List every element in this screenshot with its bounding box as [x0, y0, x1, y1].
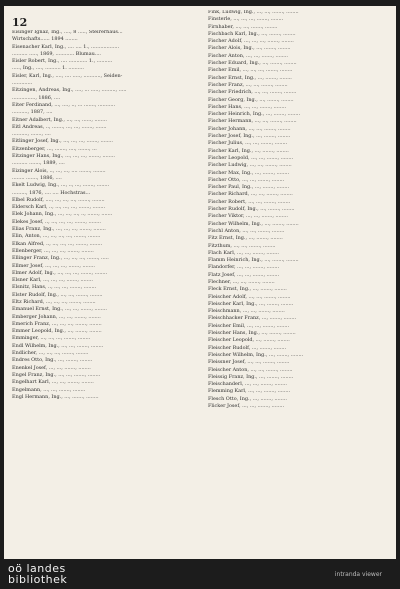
directory-entry: Elbel Rudolf, ...., ..., ..., ..., ......., ........: [12, 196, 105, 203]
directory-entry: Flandorfer, ..., ..., ......., ........: [208, 264, 280, 271]
directory-entry: ........ ......., 1886, ....: [12, 174, 62, 181]
directory-entry: Eitl Andreas, .., ......., ..., ..., ......., .......: [12, 123, 107, 130]
left-column: [12, 30, 192, 550]
directory-entry: Fischer Richard, ..., ..., ......., ........: [208, 191, 293, 198]
logo-text-line2: bibliothek: [8, 573, 68, 586]
directory-entry: Fleischer Wilhelm, Ing., ..., ......., ........: [208, 351, 304, 358]
directory-entry: Ellinger Franz, Ing., ..., ..., ..., ......., .....: [12, 255, 109, 262]
directory-entry: Elin, Anton, ..., ..., ..., ..., ......., ........: [12, 233, 101, 240]
directory-entry: Flamm Heinrich, Ing., ..., ......., ........: [208, 257, 299, 264]
directory-entry: Fleischer Hans, Ing., ..., ......., ........: [208, 330, 296, 337]
directory-entry: Fischer Hermann, ..., ..., ......., ........: [208, 118, 297, 125]
directory-entry: Fischer Hans, ..., ..., ......., ........: [208, 103, 287, 110]
directory-entry: Flesch Otto, Ing., ..., ......., ........: [208, 395, 287, 402]
logo-text-line1: oö landes: [8, 562, 66, 575]
directory-entry: Fischer Viktor, ..., ..., ......., ........: [208, 213, 288, 220]
directory-entry: Endres Otto, Ing., ..., ......., ........: [12, 357, 93, 364]
directory-entry: Eitzinger Hans, Ing., ..., ..., ..., ......., ........: [12, 153, 115, 160]
directory-entry: Fischer Heinrich, Ing., ..., ......., ........: [208, 111, 300, 118]
directory-entry: .......... ....., 1869, ............ Blumau....: [12, 50, 101, 57]
directory-entry: Fischbach Karl, Ing., ..., ......., ........: [208, 30, 296, 37]
directory-entry: Flatz Josef, ..., ..., ......., ........: [208, 271, 279, 278]
directory-entry: Fischer Julius, ..., ..., ......., ........: [208, 140, 288, 147]
directory-entry: Fleissig Franz, Ing., ..., ......., ........: [208, 373, 294, 380]
directory-entry: ....., Ing., ...., .......... 1. ..........: [12, 65, 84, 72]
directory-entry: .........., ......., ....: [12, 131, 51, 138]
directory-entry: Eitzenberger, ..., ......., ...., ......., ...: [12, 145, 97, 152]
directory-entry: Wirtschafts...... 1894 ........: [12, 36, 78, 43]
directory-entry: Flicker Josef, ..., ..., ......., ........: [208, 403, 285, 410]
directory-entry: Emmer Leopold, Ing., ..., ......., ........: [12, 328, 102, 335]
directory-entry: Engelmann, ..., ..., ......., ........: [12, 386, 86, 393]
directory-entry: Fleischanderl, ..., ..., ......., ........: [208, 381, 287, 388]
directory-entry: Emerich Franz, ..., ..., ..., ......., ........: [12, 320, 102, 327]
directory-entry: Fleck Ernst, Ing., ..., ......., ........: [208, 286, 287, 293]
directory-entry: Fitz Ernst, Ing., ..., ......., ........: [208, 235, 283, 242]
directory-entry: Fischer Georg, Ing., ..., ......., ........: [208, 96, 294, 103]
directory-entry: Fischer Ludwig, ..., ..., ......., ........: [208, 162, 292, 169]
directory-entry: Fischer Wilhelm, Ing., ..., ......., ........: [208, 220, 299, 227]
directory-entry: Elsnitz, Hans, .., ..., ..., ......., ........: [12, 284, 97, 291]
directory-entry: Fischer Leopold, ..., ..., ......., ........: [208, 154, 294, 161]
directory-entry: ..............., 1886, ....: [12, 94, 61, 101]
directory-entry: Emberger Johann, ..., ..., ......., ........: [12, 313, 101, 320]
directory-entry: Engl Hermann, Ing., ..., ......., ........: [12, 393, 99, 400]
directory-entry: Fischer Ernst, Ing., ..., ......., ........: [208, 74, 292, 81]
directory-entry: Flach Karl, ..., ..., ......., ........: [208, 249, 279, 256]
directory-entry: Elias Franz, Ing., ..., ..., ..., ......., ........: [12, 226, 106, 233]
directory-entry: Fischer Robert, ..., ..., ......., ........: [208, 198, 291, 205]
right-column: [208, 10, 388, 554]
directory-entry: Fleischmann, ..., ..., ......., ........: [208, 308, 285, 315]
directory-entry: Eisinger Ignaz, Ing., ...., 8 ....., Steirerhaus...: [12, 30, 123, 35]
directory-entry: Emanuel Ernst, Ing., ..., ..., ......., ........: [12, 306, 107, 313]
directory-entry: Ellmer Josef, ..., ..., ..., ......., ........: [12, 262, 95, 269]
directory-entry: Fischer Johann, ..., ..., ......., ........: [208, 125, 291, 132]
directory-entry: Eitner Adalbert, Ing., ..., ..., ......, ........: [12, 116, 107, 123]
directory-entry: Fleischhacker Franz, ..., ......., ........: [208, 315, 297, 322]
directory-entry: Fischer Otto, ..., ..., ......., ........: [208, 176, 285, 183]
directory-entry: Fleischer Emil, ..., ..., ......., ........: [208, 322, 290, 329]
directory-entry: Fleischer Anton, ..., ..., ......., ........: [208, 366, 293, 373]
directory-entry: Fleischer Leopold, ..., ......., ........: [208, 337, 290, 344]
directory-entry: Elek Johann, Ing., ..., ..., ..., .., ......., .......: [12, 211, 113, 218]
directory-entry: Flemming Karl, ..., ..., ......., ........: [208, 388, 291, 395]
directory-entry: Eiter Ferdinand, ..., ...., .., ... ......., ...........: [12, 101, 116, 108]
directory-entry: Fleischer Rudolf, ..., ......., ........: [208, 344, 287, 351]
directory-entry: Engelhart Karl, ..., ..., ......., ........: [12, 379, 94, 386]
directory-entry: Elmer Adolf, Ing., ..., ..., ..., ......., ........: [12, 269, 108, 276]
directory-entry: Endl Wilhelm, Ing., ..., ..., ......., ........: [12, 342, 104, 349]
directory-entry: Elkan Alfred, .., ..., ..., ..., ......., ........: [12, 240, 103, 247]
directory-entry: Ellenberger, ..., ..., ..., ......., ........: [12, 247, 94, 254]
directory-entry: Flechner, ..., ..., ......., ........: [208, 278, 275, 285]
page-number: 12: [12, 16, 28, 29]
directory-entry: Fischer Karl, Ing., ..., ......., ........: [208, 147, 289, 154]
directory-entry: ........., 1876, .... .... Hochstras...: [12, 189, 91, 196]
directory-entry: Eizinger Alois, .., ..., ..., .... ......., ........: [12, 167, 106, 174]
directory-entry: .........., 1887, ....: [12, 109, 53, 116]
directory-entry: Fischl Anton, ..., ..., ......., ........: [208, 227, 285, 234]
directory-entry: Fitzthum, ..., ..., ......., ........: [208, 242, 276, 249]
directory-entry: Fleissner Josef, ..., ..., ......., ........: [208, 359, 290, 366]
directory-entry: Eitlinger Josef, Ing., ..., ..., ..., ......., ........: [12, 138, 113, 145]
directory-entry: Ekelt Ludwig, Ing., ..., .., ..., ......., ........: [12, 182, 110, 189]
directory-entry: Fleischer Karl, Ing., ..., ......., ........: [208, 300, 294, 307]
directory-entry: Fischer Alois, Ing., ..., ......., ........: [208, 45, 291, 52]
directory-entry: Eldersch Karl, .., ..., ..., ..., ......., ........: [12, 204, 105, 211]
directory-entry: Fischer Max, Ing., ..., ......., ........: [208, 169, 290, 176]
scanned-page: [4, 6, 396, 559]
viewer-footer: [0, 559, 400, 589]
viewer-brand-label[interactable]: intranda viewer: [334, 571, 382, 578]
directory-entry: Fischer Emil, ..., ..., ..., ......., ........: [208, 67, 293, 74]
directory-entry: Eltz Richard, ..., ..., ..., ......., ........: [12, 298, 96, 305]
directory-entry: Fink, Ludwig, Ing., ..., ..., ......., ........: [208, 10, 299, 15]
directory-entry: Elekes Josef, .., ..., ..., ..., ......., ........: [12, 218, 101, 225]
directory-entry: Fischer Anton, ..., ..., ......., ........: [208, 52, 288, 59]
directory-entry: Eisler Robert, Ing., .... ............ 1., ..........: [12, 58, 113, 65]
directory-entry: Fischer Rudolf, Ing., ..., ......., ........: [208, 206, 295, 213]
directory-entry: Firnhaber, ..., ..., ......., ........: [208, 23, 278, 30]
directory-entry: Fischer Josef, Ing., ..., ......., ........: [208, 133, 291, 140]
directory-entry: Fischer Friedrich, ..., ..., ......., ........: [208, 89, 297, 96]
directory-entry: Eisenacher Karl, Ing., .... .... 1., ..................: [12, 43, 120, 50]
directory-entry: Fleischer Adolf, ..., ..., ......., ........: [208, 293, 291, 300]
directory-entry: Eisler, Karl, Ing., ...., .... ....., ..........., Seiden-: [12, 72, 123, 79]
directory-entry: Elsner Karl, ..., ..., ..., ......., ........: [12, 277, 93, 284]
directory-entry: Eitzingen, Andreas, Ing., ...., ... ....., ........., .....: [12, 87, 127, 94]
directory-entry: Fischer Paul, Ing., ..., ......., ........: [208, 184, 290, 191]
directory-entry: .............: [12, 80, 33, 87]
directory-entry: Endlicher, ..., ..., ..., ......., ........: [12, 350, 89, 357]
directory-entry: Elster Rudolf, Ing., ..., ..., ......., ........: [12, 291, 103, 298]
directory-entry: Fischer Eduard, Ing., ..., ......., ........: [208, 60, 297, 67]
directory-entry: .......... ......., 1889, ....: [12, 160, 65, 167]
directory-entry: Finsterle, ..., ..., ..., ......., ........: [208, 16, 284, 23]
directory-entry: Enenkel Josef, ..., ..., ......., ........: [12, 364, 91, 371]
directory-entry: Engel Franz, Ing., ..., ..., ......., ........: [12, 371, 101, 378]
directory-entry: Fischer Adolf, ..., ..., ..., ......., ........: [208, 38, 294, 45]
directory-entry: Fischer Franz, ..., ..., ......., ........: [208, 81, 288, 88]
library-logo[interactable]: [8, 563, 128, 587]
directory-entry: Emminger, ..., ..., ..., ......., ........: [12, 335, 91, 342]
